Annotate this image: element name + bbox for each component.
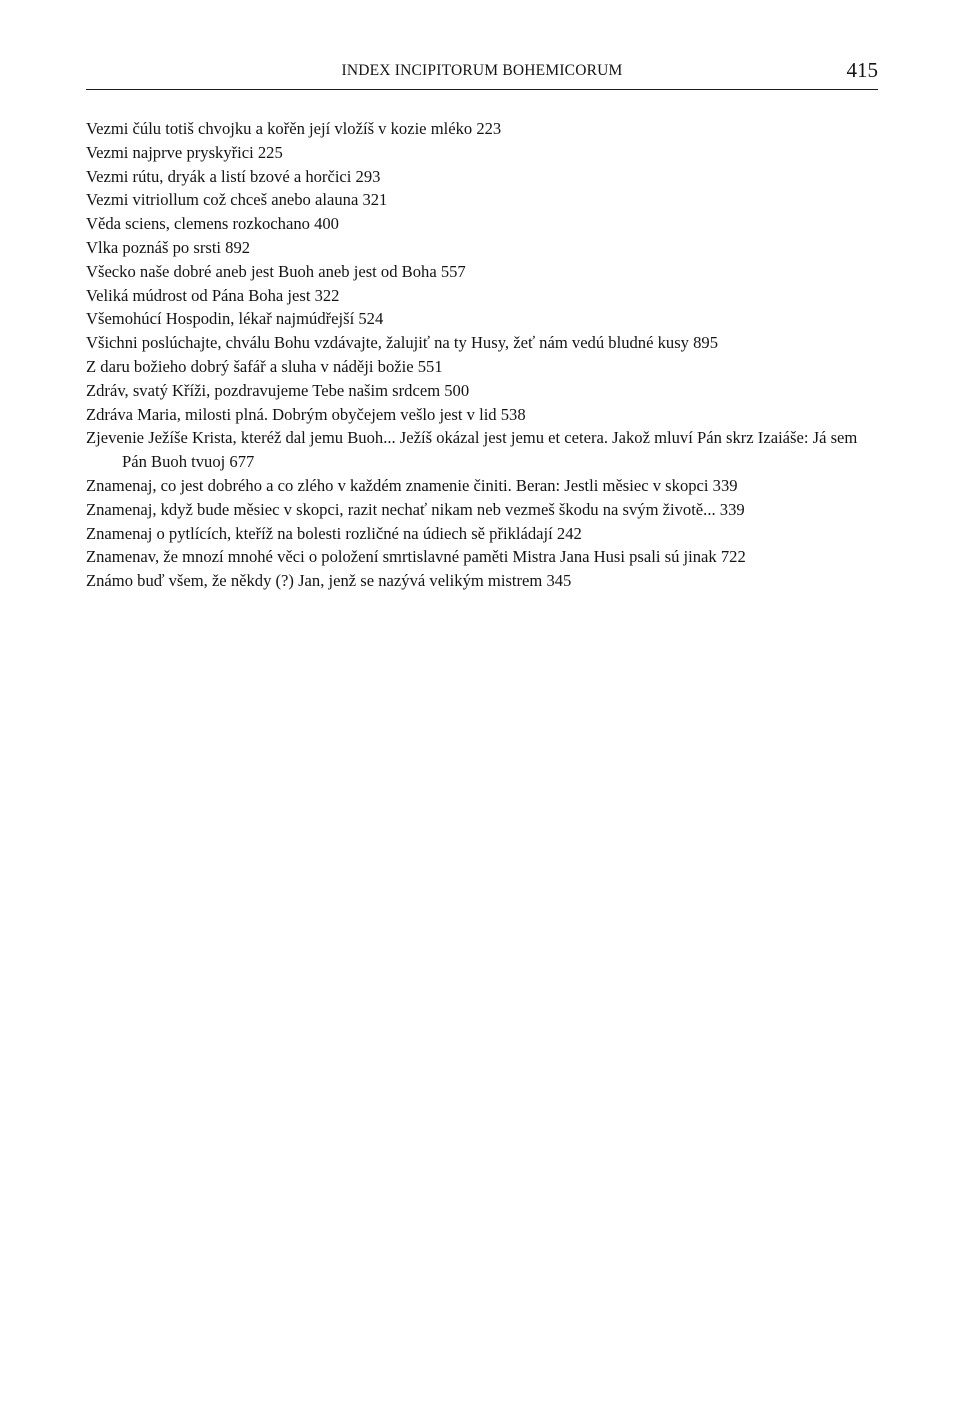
index-entry: Vezmi rútu, dryák a listí bzové a horčici 293 xyxy=(86,166,381,186)
index-entry: Zjevenie Ježíše Krista, kteréž dal jemu Buoh... Ježíš okázal jest jemu et cetera. Jakož mluví Pán skrz Izaiáše: Já sem Pán Buoh tvuoj 677 xyxy=(86,428,858,472)
index-entry: Veliká múdrost od Pána Boha jest 322 xyxy=(86,285,340,305)
index-entry: Všecko naše dobré aneb jest Buoh aneb jest od Boha 557 xyxy=(86,261,466,281)
running-title: INDEX INCIPITORUM BOHEMICORUM xyxy=(341,62,623,79)
index-entry: Všichni poslúchajte, chválu Bohu vzdávajte, žalujiť na ty Husy, žeť nám vedú bludné kusy 895 xyxy=(86,333,718,353)
index-entry: Znamenav, že mnozí mnohé věci o položení smrtislavné paměti Mistra Jana Husi psali sú jinak 722 xyxy=(86,547,746,567)
index-entry: Vezmi čúlu totiš chvojku a kořěn její vložíš v kozie mléko 223 xyxy=(86,119,502,138)
index-entry: Znamenaj, když bude měsiec v skopci, razit nechať nikam neb vezmeš škodu na svým životě... 339 xyxy=(86,499,745,519)
header-rule xyxy=(86,89,878,90)
index-entry: Známo buď všem, že někdy (?) Jan, jenž se nazývá velikým mistrem 345 xyxy=(86,571,572,591)
index-entry: Věda sciens, clemens rozkochano 400 xyxy=(86,214,339,234)
index-entry: Vezmi vitriollum což chceš anebo alauna 321 xyxy=(86,190,388,210)
page-header xyxy=(86,58,878,90)
index-entry: Znamenaj o pytlících, kteříž na bolesti rozličné na údiech sě přikládají 242 xyxy=(86,523,582,543)
index-entry: Všemohúcí Hospodin, lékař najmúdřejší 524 xyxy=(86,309,384,329)
index-entry: Zdráv, svatý Kříži, pozdravujeme Tebe našim srdcem 500 xyxy=(86,380,470,400)
index-entry: Z daru božieho dobrý šafář a sluha v náději božie 551 xyxy=(86,356,443,376)
index-entry: Vezmi najprve pryskyřici 225 xyxy=(86,142,283,162)
index-entry: Vlka poznáš po srsti 892 xyxy=(86,237,251,257)
index-entry: Znamenaj, co jest dobrého a co zlého v každém znamenie činiti. Beran: Jestli měsiec v skopci 339 xyxy=(86,475,738,495)
index-entries xyxy=(86,117,878,593)
page-number: 415 xyxy=(846,58,878,82)
index-entry: Zdráva Maria, milosti plná. Dobrým obyčejem vešlo jest v lid 538 xyxy=(86,404,526,424)
